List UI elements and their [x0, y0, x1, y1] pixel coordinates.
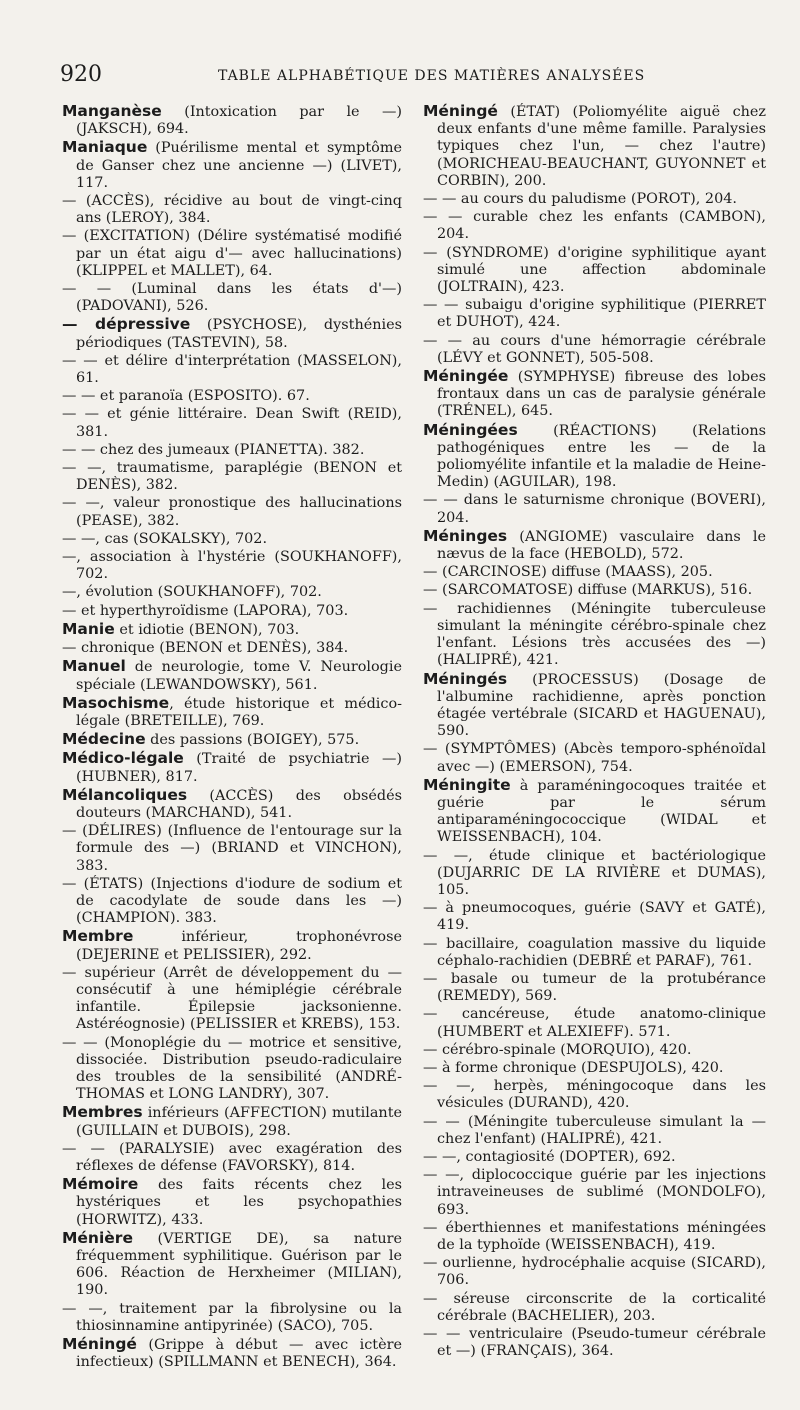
index-entry [62, 1141, 402, 1175]
index-entry [62, 531, 402, 548]
index-entry [62, 549, 402, 583]
entry-text: , étude historique et médico-légale (BRETEILLE), 769. [76, 695, 402, 729]
index-entry [423, 1255, 766, 1289]
index-entry [62, 353, 402, 387]
index-entry [62, 621, 402, 639]
entry-headword: Manie [62, 619, 115, 638]
entry-text: — séreuse circonscrite de la corticalité cérébrale (BACHELIER), 203. [423, 1290, 766, 1324]
entry-headword: Méningée [423, 367, 509, 386]
entry-text: de neurologie, tome V. Neurologie spéciale (LEWANDOWSKY), 561. [76, 659, 402, 693]
entry-headword: Masochisme [62, 693, 170, 712]
entry-text: — supérieur (Arrêt de développement du — consécutif à une hémiplégie cérébrale infantile. Épilepsie jacksonienne. Astéréognosie) (PELISSIER et KREBS), 153. [62, 964, 402, 1033]
index-entry [62, 1035, 402, 1104]
entry-text: — — et génie littéraire. Dean Swift (REID), 381. [62, 406, 402, 440]
index-entry [62, 823, 402, 875]
index-entry [423, 971, 766, 1005]
entry-text: — à forme chronique (DESPUJOLS), 420. [423, 1059, 724, 1076]
index-entry [423, 582, 766, 599]
entry-headword: Méningées [423, 420, 518, 439]
entry-text: (Grippe à début — avec ictère infectieux) (SPILLMANN et BENECH), 364. [76, 1337, 402, 1371]
entry-text: — — et délire d'interprétation (MASSELON), 61. [62, 352, 402, 387]
entry-headword: Méningite [423, 775, 511, 794]
index-entry [62, 658, 402, 693]
entry-text: — — au cours d'une hémorragie cérébrale (LÉVY et GONNET), 505-508. [423, 332, 766, 366]
entry-text: des passions (BOIGEY), 575. [145, 732, 360, 749]
entry-headword: Méninges [423, 526, 508, 545]
entry-text: — — dans le saturnisme chronique (BOVERI), 204. [423, 492, 766, 526]
index-entry [62, 388, 402, 405]
entry-text: (ANGIOME) vasculaire dans le nævus de la face (HEBOLD), 572. [437, 528, 766, 563]
index-entry [62, 787, 402, 822]
index-entry [423, 209, 766, 243]
index-entry [423, 528, 766, 563]
index-entry [423, 741, 766, 775]
entry-text: — basale ou tumeur de la protubérance (REMEDY), 569. [423, 970, 766, 1005]
entry-headword: Méningé [423, 102, 498, 120]
index-entry [62, 1104, 402, 1139]
entry-text: (ÉTAT) (Poliomyélite aiguë chez deux enfants d'une même famille. Paralysies typiques chez l'un, — chez l'autre) (MORICHEAU-BEAUCHANT, GUYONNET et CORBIN), 200. [437, 104, 766, 189]
index-entry [423, 422, 766, 492]
entry-headword: Médico-légale [62, 749, 184, 768]
index-entry [62, 1230, 402, 1300]
index-entry [62, 139, 402, 192]
entry-text: (Intoxication par le —) (JAKSCH), 694. [76, 104, 402, 138]
entry-text: — — subaigu d'origine syphilitique (PIERRET et DUHOT), 424. [423, 297, 766, 331]
index-entry [62, 103, 402, 138]
index-entry [62, 442, 402, 459]
entry-text: — — ventriculaire (Pseudo-tumeur cérébrale et —) (FRANÇAIS), 364. [423, 1326, 766, 1360]
entry-text: (PSYCHOSE), dysthénies périodiques (TASTEVIN), 58. [76, 317, 402, 351]
entry-text: — —, cas (SOKALSKY), 702. [62, 530, 268, 547]
entry-headword: Méningés [423, 669, 508, 688]
entry-text: (PROCESSUS) (Dosage de l'albumine rachidienne, après ponction étagée vertébrale (SICARD et HAGUENAU), 590. [437, 671, 766, 740]
index-entry [62, 1176, 402, 1229]
index-entry [423, 191, 766, 208]
index-entry [423, 564, 766, 581]
entry-text: — — (Luminal dans les états d'—) (PADOVANI), 526. [62, 281, 402, 315]
entry-text: — — chez des jumeaux (PIANETTA). 382. [62, 441, 365, 458]
entry-text: — et hyperthyroïdisme (LAPORA), 703. [62, 602, 349, 619]
index-entry [62, 640, 402, 657]
index-entry [62, 316, 402, 351]
entry-text: inférieurs (AFFECTION) mutilante (GUILLAIN et DUBOIS), 298. [76, 1105, 402, 1139]
entry-text: — —, étude clinique et bactériologique (DUJARRIC DE LA RIVIÈRE et DUMAS), 105. [423, 847, 766, 898]
entry-text: — (SYMPTÔMES) (Abcès temporo-sphénoïdal avec —) (EMERSON), 754. [423, 741, 766, 775]
entry-headword: Membre [62, 927, 134, 946]
index-entry [423, 1149, 766, 1166]
index-entry [62, 876, 402, 928]
index-entry [62, 731, 402, 749]
index-entry [62, 460, 402, 494]
entry-headword: Manganèse [62, 102, 162, 120]
page-header [60, 62, 750, 92]
entry-text: — — (PARALYSIE) avec exagération des réflexes de défense (FAVORSKY), 814. [62, 1140, 402, 1174]
entry-text: — à pneumocoques, guérie (SAVY et GATÉ), 419. [423, 900, 766, 934]
index-entry [423, 848, 766, 900]
entry-text: — — curable chez les enfants (CAMBON), 204. [423, 209, 766, 243]
index-entry [62, 1301, 402, 1335]
index-entry [423, 1291, 766, 1325]
index-entry [423, 1078, 766, 1112]
entry-text: (RÉACTIONS) (Relations pathogéniques entre les — de la poliomyélite infantile et la maladie de Heine-Medin) (AGUILAR), 198. [437, 422, 766, 491]
entry-text: (Traité de psychiatrie —) (HUBNER), 817. [76, 751, 402, 785]
right-column [423, 103, 766, 1361]
index-entry [62, 965, 402, 1034]
index-entry [62, 495, 402, 529]
entry-text: — ourlienne, hydrocéphalie acquise (SICARD), 706. [423, 1255, 766, 1289]
entry-headword: Mémoire [62, 1175, 139, 1194]
entry-text: (VERTIGE DE), sa nature fréquemment syphilitique. Guérison par le 606. Réaction de Herxheimer (MILIAN), 190. [76, 1230, 402, 1299]
index-entry [423, 1114, 766, 1148]
entry-text: — —, traitement par la fibrolysine ou la thiosinnamine antipyrinée) (SACO), 705. [62, 1300, 402, 1334]
left-column [62, 103, 402, 1372]
index-entry [62, 750, 402, 785]
entry-text: — —, traumatisme, paraplégie (BENON et DENÈS), 382. [62, 460, 402, 494]
entry-text: (SYMPHYSE) fibreuse des lobes frontaux dans un cas de paralysie générale (TRÉNEL), 645. [437, 369, 766, 420]
entry-headword: — dépressive [62, 315, 191, 334]
running-title: TABLE ALPHABÉTIQUE DES MATIÈRES ANALYSÉES [218, 68, 646, 84]
entry-headword: Maniaque [62, 138, 148, 157]
entry-text: — — et paranoïa (ESPOSITO). 67. [62, 388, 310, 405]
entry-text: et idiotie (BENON), 703. [114, 621, 300, 638]
index-entry [62, 928, 402, 963]
index-entry [423, 1006, 766, 1040]
entry-text: — (SYNDROME) d'origine syphilitique ayant simulé une affection abdominale (JOLTRAIN), 423. [423, 244, 766, 296]
index-entry [423, 777, 766, 847]
index-entry [423, 601, 766, 670]
index-entry [423, 245, 766, 297]
index-entry [62, 1336, 402, 1371]
entry-text: — chronique (BENON et DENÈS), 384. [62, 640, 349, 657]
entry-text: — cérébro-spinale (MORQUIO), 420. [423, 1041, 692, 1058]
entry-text: — cancéreuse, étude anatomo-clinique (HUMBERT et ALEXIEFF). 571. [423, 1006, 766, 1040]
entry-text: — —, diplococcique guérie par les injections intraveineuses de sublimé (MONDOLFO), 693. [423, 1167, 766, 1218]
index-entry [423, 1326, 766, 1360]
entry-headword: Médecine [62, 730, 146, 749]
index-entry [62, 193, 402, 227]
entry-text: — —, contagiosité (DOPTER), 692. [423, 1148, 676, 1165]
entry-text: —, association à l'hystérie (SOUKHANOFF), 702. [62, 549, 402, 583]
entry-text: — (DÉLIRES) (Influence de l'entourage sur la formule des —) (BRIAND et VINCHON), 383. [62, 823, 402, 874]
index-entry [423, 492, 766, 526]
index-entry [62, 603, 402, 620]
entry-text: — éberthiennes et manifestations méningées de la typhoïde (WEISSENBACH), 419. [423, 1219, 766, 1253]
entry-text: — — (Méningite tuberculeuse simulant la — chez l'enfant) (HALIPRÉ), 421. [423, 1113, 766, 1147]
entry-text: —, évolution (SOUKHANOFF), 702. [62, 584, 322, 601]
index-entry [62, 695, 402, 730]
index-entry [423, 1042, 766, 1059]
index-entry [423, 297, 766, 331]
index-entry [423, 1167, 766, 1219]
entry-headword: Manuel [62, 657, 126, 676]
index-entry [62, 406, 402, 440]
entry-text: (Puérilisme mental et symptôme de Ganser chez une ancienne —) (LIVET), 117. [76, 140, 402, 191]
page-number: 920 [60, 62, 102, 87]
index-entry [423, 900, 766, 934]
index-entry [62, 281, 402, 315]
entry-text: (ACCÈS) des obsédés douteurs (MARCHAND), 541. [76, 787, 402, 821]
entry-text: des faits récents chez les hystériques et les psychopathies (HORWITZ), 433. [76, 1177, 402, 1228]
entry-text: — (ACCÈS), récidive au bout de vingt-cinq ans (LEROY), 384. [62, 193, 402, 227]
entry-text: — bacillaire, coagulation massive du liquide céphalo-rachidien (DEBRÉ et PARAF), 761. [423, 935, 766, 969]
index-entry [62, 228, 402, 280]
entry-text: — (CARCINOSE) diffuse (MAASS), 205. [423, 564, 713, 581]
entry-text: — (EXCITATION) (Délire systématisé modifié par un état aigu d'— avec hallucinations) (KLIPPEL et MALLET), 64. [62, 228, 402, 279]
index-entry [423, 103, 766, 190]
entry-text: — — (Monoplégie du — motrice et sensitive, dissociée. Distribution pseudo-radiculaire des troubles de la sensibilité (ANDRÉ-THOMAS et LONG LANDRY), 307. [62, 1034, 402, 1103]
entry-text: — — au cours du paludisme (POROT), 204. [423, 191, 737, 208]
index-entry [62, 584, 402, 601]
entry-headword: Méningé [62, 1335, 137, 1354]
index-entry [423, 333, 766, 367]
entry-text: — (ÉTATS) (Injections d'iodure de sodium et de cacodylate de soude dans les —) (CHAMPION). 383. [62, 875, 402, 927]
index-entry [423, 1220, 766, 1254]
entry-text: à paraméningocoques traitée et guérie par le sérum antiparaméningococcique (WIDAL et WEISSENBACH), 104. [437, 777, 766, 846]
entry-headword: Ménière [62, 1228, 133, 1247]
index-entry [423, 936, 766, 970]
entry-text: — —, herpès, méningocoque dans les vésicules (DURAND), 420. [423, 1078, 766, 1112]
entry-text: — —, valeur pronostique des hallucinations (PEASE), 382. [62, 495, 402, 529]
index-entry [423, 1060, 766, 1077]
entry-headword: Mélancoliques [62, 785, 188, 804]
entry-text: — (SARCOMATOSE) diffuse (MARKUS), 516. [423, 582, 753, 599]
index-entry [423, 368, 766, 421]
entry-text: inférieur, trophonévrose (DEJERINE et PELISSIER), 292. [76, 929, 402, 963]
index-entry [423, 671, 766, 741]
entry-headword: Membres [62, 1103, 143, 1122]
entry-text: — rachidiennes (Méningite tuberculeuse simulant la méningite cérébro-spinale chez l'enfant. Lésions très accusées des —) (HALIPRÉ), 421. [423, 600, 766, 669]
